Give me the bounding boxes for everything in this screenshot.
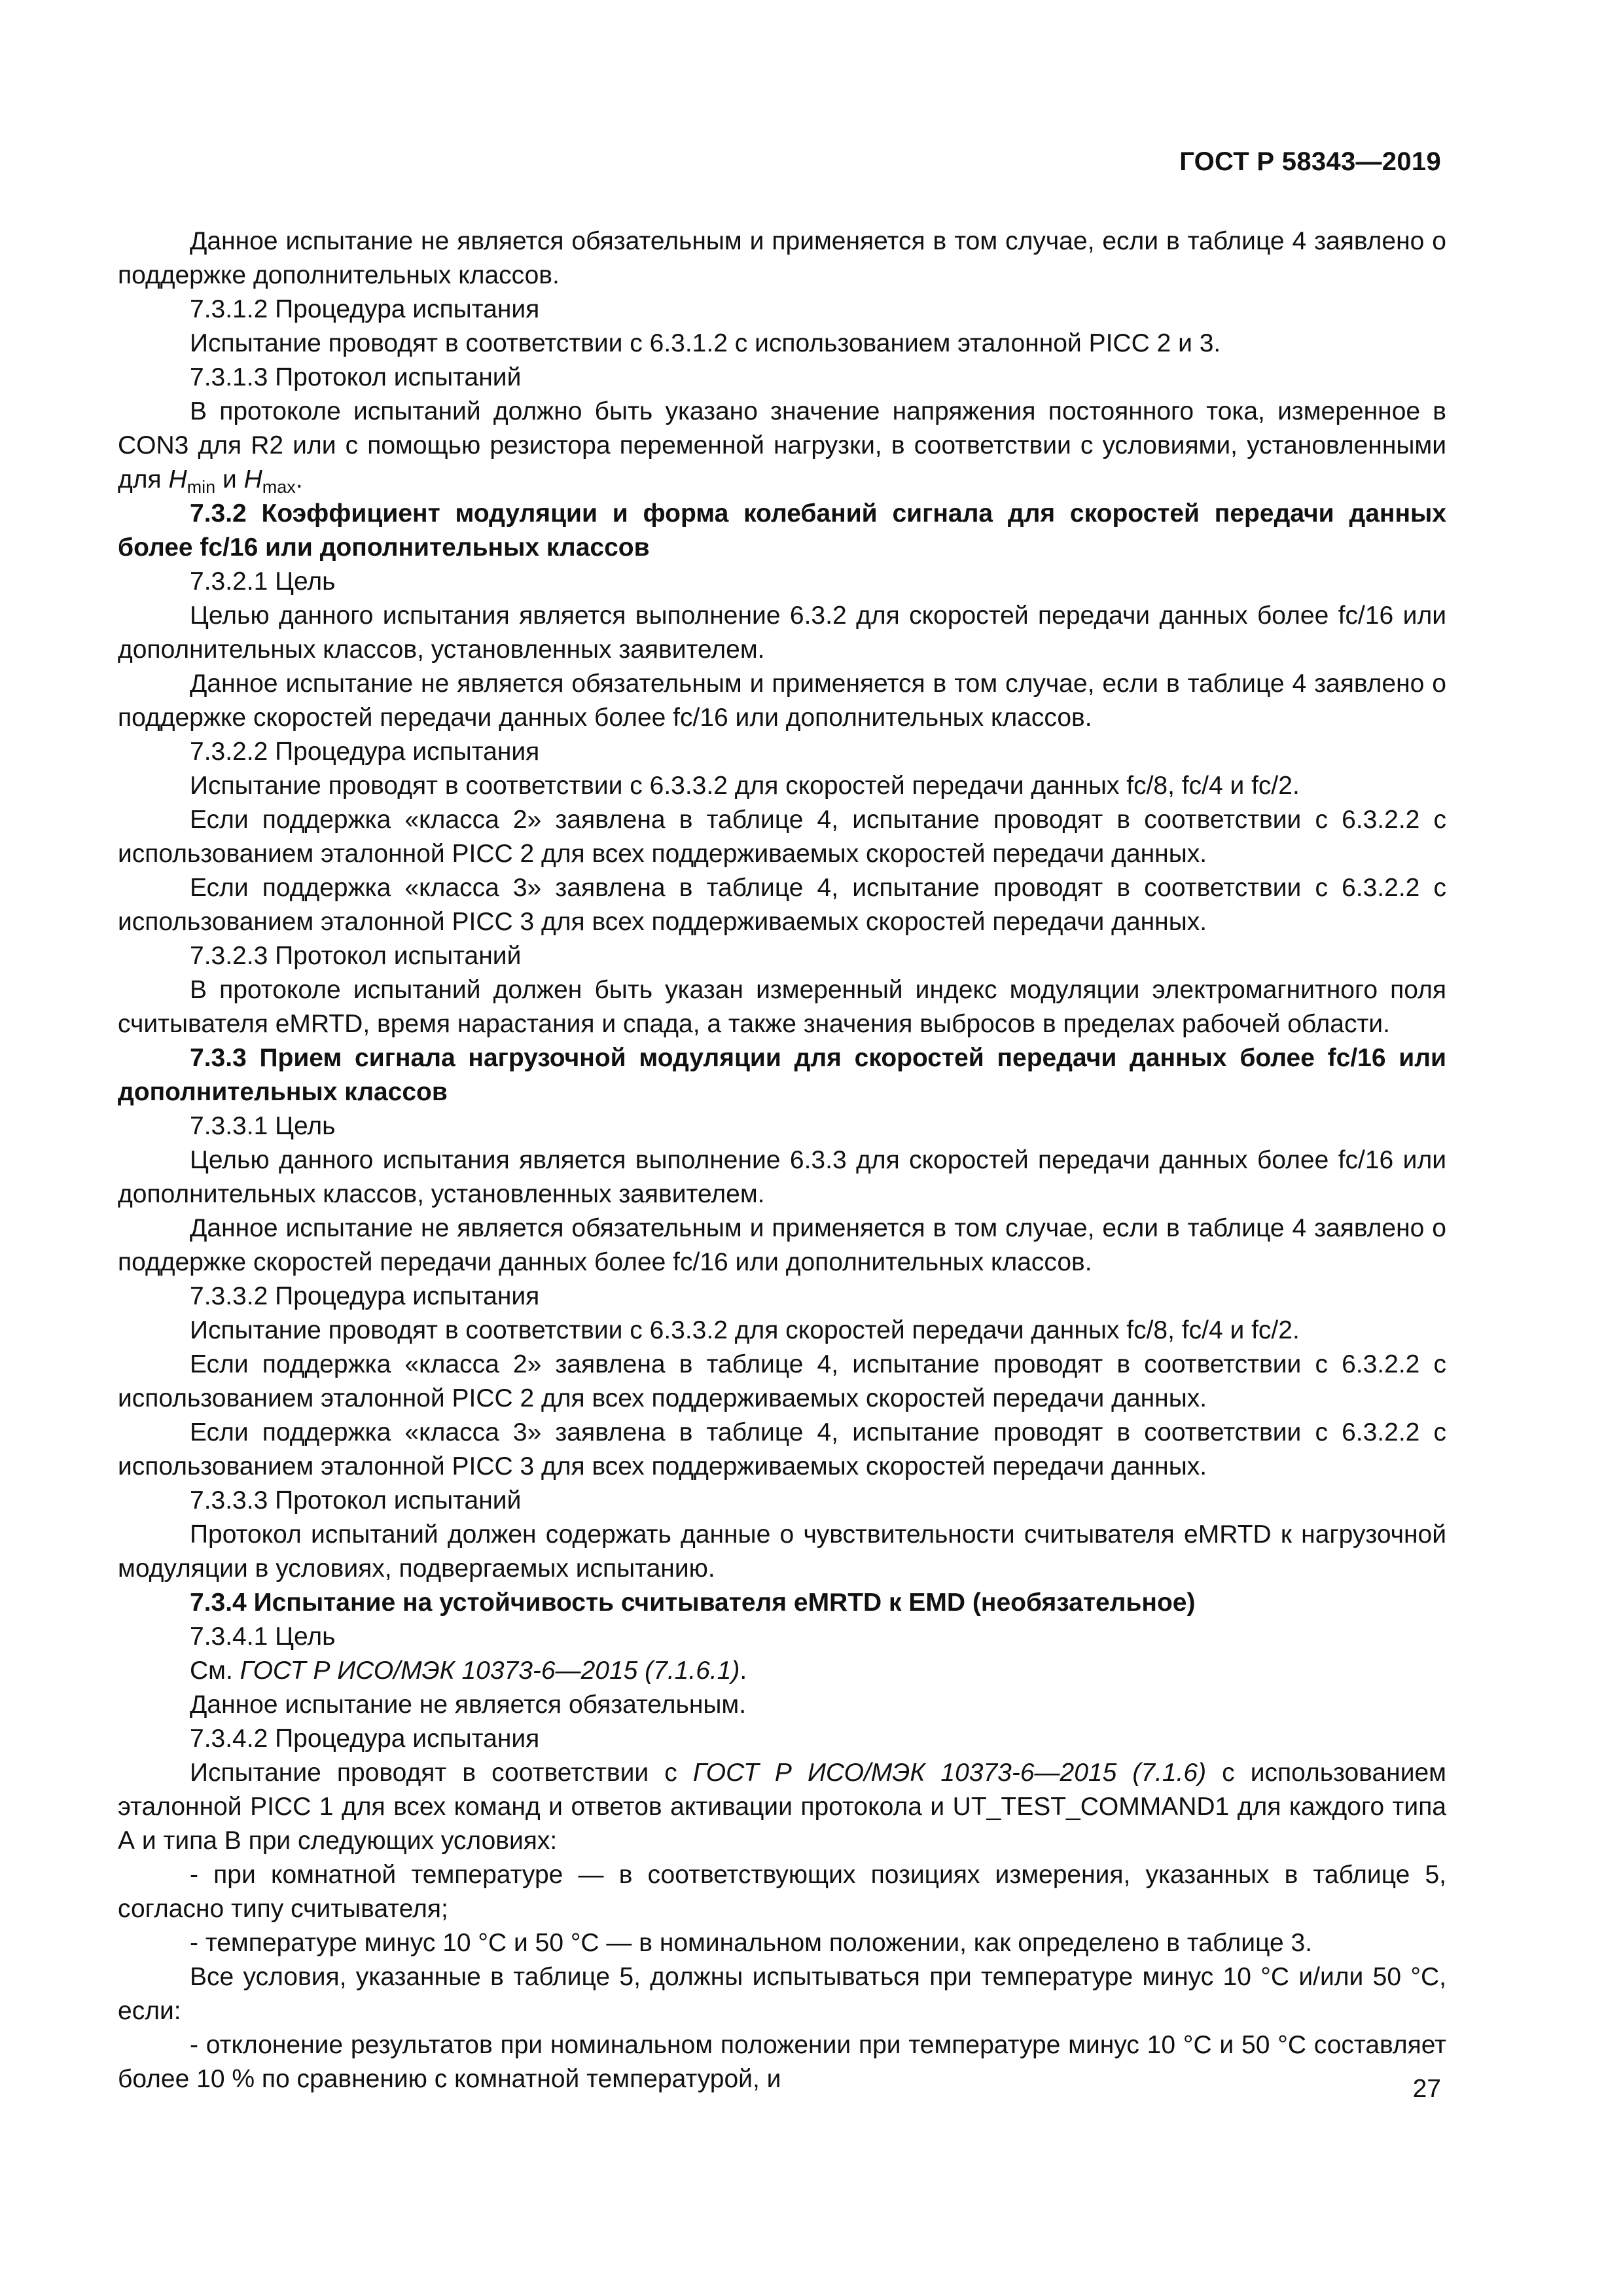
subsection-heading: 7.3.4.1 Цель [190, 1623, 336, 1651]
document-code-header: ГОСТ Р 58343—2019 [1179, 147, 1441, 176]
paragraph: Целью данного испытания является выполнение 6.3.3 для скоростей передачи данных более fc/16 или дополнительных классов, установленных заявителем. [118, 1146, 1446, 1208]
subsection-heading: 7.3.2.2 Процедура испытания [190, 738, 540, 766]
subsection-heading: 7.3.1.3 Протокол испытаний [190, 363, 522, 391]
subsection-heading: 7.3.3.1 Цель [190, 1112, 336, 1140]
subsection-heading: 7.3.2.1 Цель [190, 567, 336, 596]
paragraph: Если поддержка «класса 3» заявлена в таблице 4, испытание проводят в соответствии с 6.3.2.2 с использованием эталонной PICC 3 для всех поддерживаемых скоростей передачи данных. [118, 874, 1446, 936]
paragraph: Данное испытание не является обязательным. [190, 1691, 747, 1719]
subsection-heading: 7.3.1.2 Процедура испытания [190, 295, 540, 323]
list-item: - при комнатной температуре — в соответствующих позициях измерения, указанных в таблице 5, согласно типу считывателя; [118, 1861, 1446, 1923]
paragraph: Данное испытание не является обязательным и применяется в том случае, если в таблице 4 заявлено о поддержке дополнительных классов. [118, 227, 1446, 289]
paragraph: Целью данного испытания является выполнение 6.3.2 для скоростей передачи данных более fc/16 или дополнительных классов, установленных заявителем. [118, 601, 1446, 664]
paragraph: В протоколе испытаний должно быть указано значение напряжения постоянного тока, измеренное в CON3 для R2 или с помощью резистора переменной нагрузки, в соответствии с условиями, установленными для $H_{min}$ и $H_{max}$. [118, 397, 1446, 497]
paragraph: Испытание проводят в соответствии с 6.3.1.2 с использованием эталонной PICC 2 и 3. [190, 329, 1221, 357]
paragraph: Протокол испытаний должен содержать данные о чувствительности считывателя eMRTD к нагрузочной модуляции в условиях, подвергаемых испытанию. [118, 1520, 1446, 1583]
paragraph: Все условия, указанные в таблице 5, должны испытываться при температуре минус 10 °С и/или 50 °С, если: [118, 1963, 1446, 2025]
document-body [118, 224, 1446, 2096]
paragraph: Испытание проводят в соответствии с ГОСТ Р ИСО/МЭК 10373-6—2015 (7.1.6) с использованием эталонной PICC 1 для всех команд и ответов активации протокола и UT_TEST_COMMAND1 для каждого типа А и типа В при следующих условиях: [118, 1759, 1446, 1855]
h-symbol: H [243, 465, 262, 493]
paragraph: Испытание проводят в соответствии с 6.3.3.2 для скоростей передачи данных fc/8, fc/4 и fc/2. [190, 1316, 1300, 1344]
section-heading: 7.3.2 Коэффициент модуляции и форма колебаний сигнала для скоростей передачи данных более fc/16 или дополнительных классов [118, 499, 1446, 562]
paragraph: Если поддержка «класса 2» заявлена в таблице 4, испытание проводят в соответствии с 6.3.2.2 с использованием эталонной PICC 2 для всех поддерживаемых скоростей передачи данных. [118, 806, 1446, 868]
list-item: - отклонение результатов при номинальном положении при температуре минус 10 °С и 50 °С составляет более 10 % по сравнению с комнатной температурой, и [118, 2031, 1446, 2093]
standard-reference: ГОСТ Р ИСО/МЭК 10373-6—2015 (7.1.6.1) [240, 1657, 740, 1685]
paragraph: Данное испытание не является обязательным и применяется в том случае, если в таблице 4 заявлено о поддержке скоростей передачи данных более fc/16 или дополнительных классов. [118, 670, 1446, 732]
list-item: - температуре минус 10 °С и 50 °С — в номинальном положении, как определено в таблице 3. [190, 1929, 1313, 1957]
section-heading: 7.3.3 Прием сигнала нагрузочной модуляции для скоростей передачи данных более fc/16 или дополнительных классов [118, 1044, 1446, 1106]
subscript-max: max [262, 477, 296, 497]
paragraph: Данное испытание не является обязательным и применяется в том случае, если в таблице 4 заявлено о поддержке скоростей передачи данных более fc/16 или дополнительных классов. [118, 1214, 1446, 1276]
standard-reference: ГОСТ Р ИСО/МЭК 10373-6—2015 (7.1.6) [692, 1759, 1207, 1787]
subsection-heading: 7.3.2.3 Протокол испытаний [190, 942, 522, 970]
subsection-heading: 7.3.3.3 Протокол испытаний [190, 1486, 522, 1515]
subscript-min: min [187, 477, 216, 497]
paragraph: См. ГОСТ Р ИСО/МЭК 10373-6—2015 (7.1.6.1). [190, 1657, 747, 1685]
subsection-heading: 7.3.3.2 Процедура испытания [190, 1282, 540, 1310]
paragraph: Испытание проводят в соответствии с 6.3.3.2 для скоростей передачи данных fc/8, fc/4 и fc/2. [190, 772, 1300, 800]
paragraph: В протоколе испытаний должен быть указан измеренный индекс модуляции электромагнитного поля считывателя eMRTD, время нарастания и спада, а также значения выбросов в пределах рабочей области. [118, 976, 1446, 1038]
paragraph: Если поддержка «класса 2» заявлена в таблице 4, испытание проводят в соответствии с 6.3.2.2 с использованием эталонной PICC 2 для всех поддерживаемых скоростей передачи данных. [118, 1350, 1446, 1412]
section-heading: 7.3.4 Испытание на устойчивость считывателя eMRTD к EMD (необязательное) [190, 1588, 1196, 1617]
page-number: 27 [1412, 2075, 1441, 2103]
h-symbol: H [168, 465, 187, 493]
paragraph: Если поддержка «класса 3» заявлена в таблице 4, испытание проводят в соответствии с 6.3.2.2 с использованием эталонной PICC 3 для всех поддерживаемых скоростей передачи данных. [118, 1418, 1446, 1480]
subsection-heading: 7.3.4.2 Процедура испытания [190, 1725, 540, 1753]
